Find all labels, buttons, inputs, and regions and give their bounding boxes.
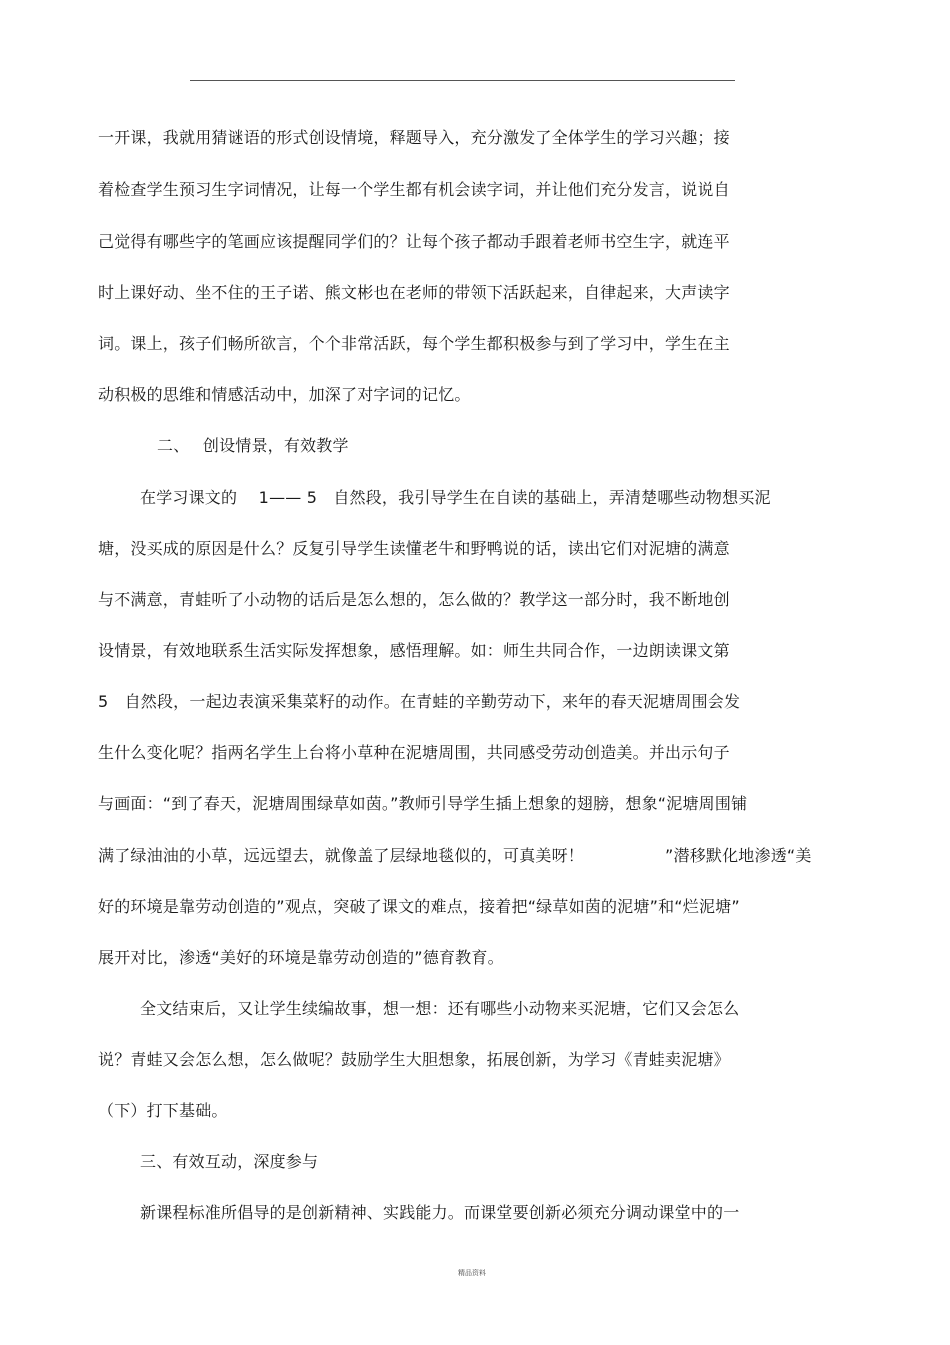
text-line: 己觉得有哪些字的笔画应该提醒同学们的？让每个孩子都动手跟着老师书空生字，就连平: [98, 232, 730, 251]
text-line: 塘，没买成的原因是什么？反复引导学生读懂老牛和野鸭说的话，读出它们对泥塘的满意: [98, 539, 730, 558]
footer-label: 精品资料: [458, 1269, 486, 1277]
text-line: 时上课好动、坐不住的王子诺、熊文彬也在老师的带领下活跃起来，自律起来，大声读字: [98, 283, 730, 302]
text-line: 全文结束后，又让学生续编故事，想一想：还有哪些小动物来买泥塘，它们又会怎么: [140, 999, 740, 1018]
text-line: 动积极的思维和情感活动中，加深了对字词的记忆。: [98, 385, 471, 404]
text-line: 与不满意，青蛙听了小动物的话后是怎么想的，怎么做的？教学这一部分时，我不断地创: [98, 590, 730, 609]
text-line: 满了绿油油的小草，远远望去，就像盖了层绿地毯似的，可真美呀！ ”潜移默化地渗透“美: [98, 846, 812, 865]
text-line: 展开对比，渗透“美好的环境是靠劳动创造的”德育教育。: [98, 948, 504, 967]
text-line: 设情景，有效地联系生活实际发挥想象，感悟理解。如：师生共同合作，一边朗读课文第: [98, 641, 730, 660]
section-heading: 三、有效互动，深度参与: [140, 1152, 319, 1171]
text-line: 好的环境是靠劳动创造的”观点，突破了课文的难点，接着把“绿草如茵的泥塘”和“烂泥塘”: [98, 897, 740, 916]
text-line: 与画面：“到了春天，泥塘周围绿草如茵。”教师引导学生插上想象的翅膀，想象“泥塘周围铺: [98, 794, 748, 813]
text-line: 说？青蛙又会怎么想，怎么做呢？鼓励学生大胆想象，拓展创新，为学习《青蛙卖泥塘》: [98, 1050, 730, 1069]
text-line: 5 自然段，一起边表演采集菜籽的动作。在青蛙的辛勤劳动下，来年的春天泥塘周围会发: [98, 692, 741, 711]
section-heading: 二、 创设情景，有效教学: [157, 436, 349, 455]
text-line: 词。课上，孩子们畅所欲言，个个非常活跃，每个学生都积极参与到了学习中，学生在主: [98, 334, 730, 353]
text-line: （下）打下基础。: [98, 1101, 228, 1120]
header-rule: [190, 80, 735, 81]
text-line: 新课程标准所倡导的是创新精神、实践能力。而课堂要创新必须充分调动课堂中的一: [140, 1203, 740, 1222]
text-line: 着检查学生预习生字词情况，让每一个学生都有机会读字词，并让他们充分发言，说说自: [98, 180, 730, 199]
text-line: 在学习课文的 1—— 5 自然段，我引导学生在自读的基础上，弄清楚哪些动物想买泥: [140, 488, 771, 507]
text-line: 一开课，我就用猜谜语的形式创设情境，释题导入，充分激发了全体学生的学习兴趣；接: [98, 128, 730, 147]
text-line: 生什么变化呢？指两名学生上台将小草种在泥塘周围，共同感受劳动创造美。并出示句子: [98, 743, 730, 762]
